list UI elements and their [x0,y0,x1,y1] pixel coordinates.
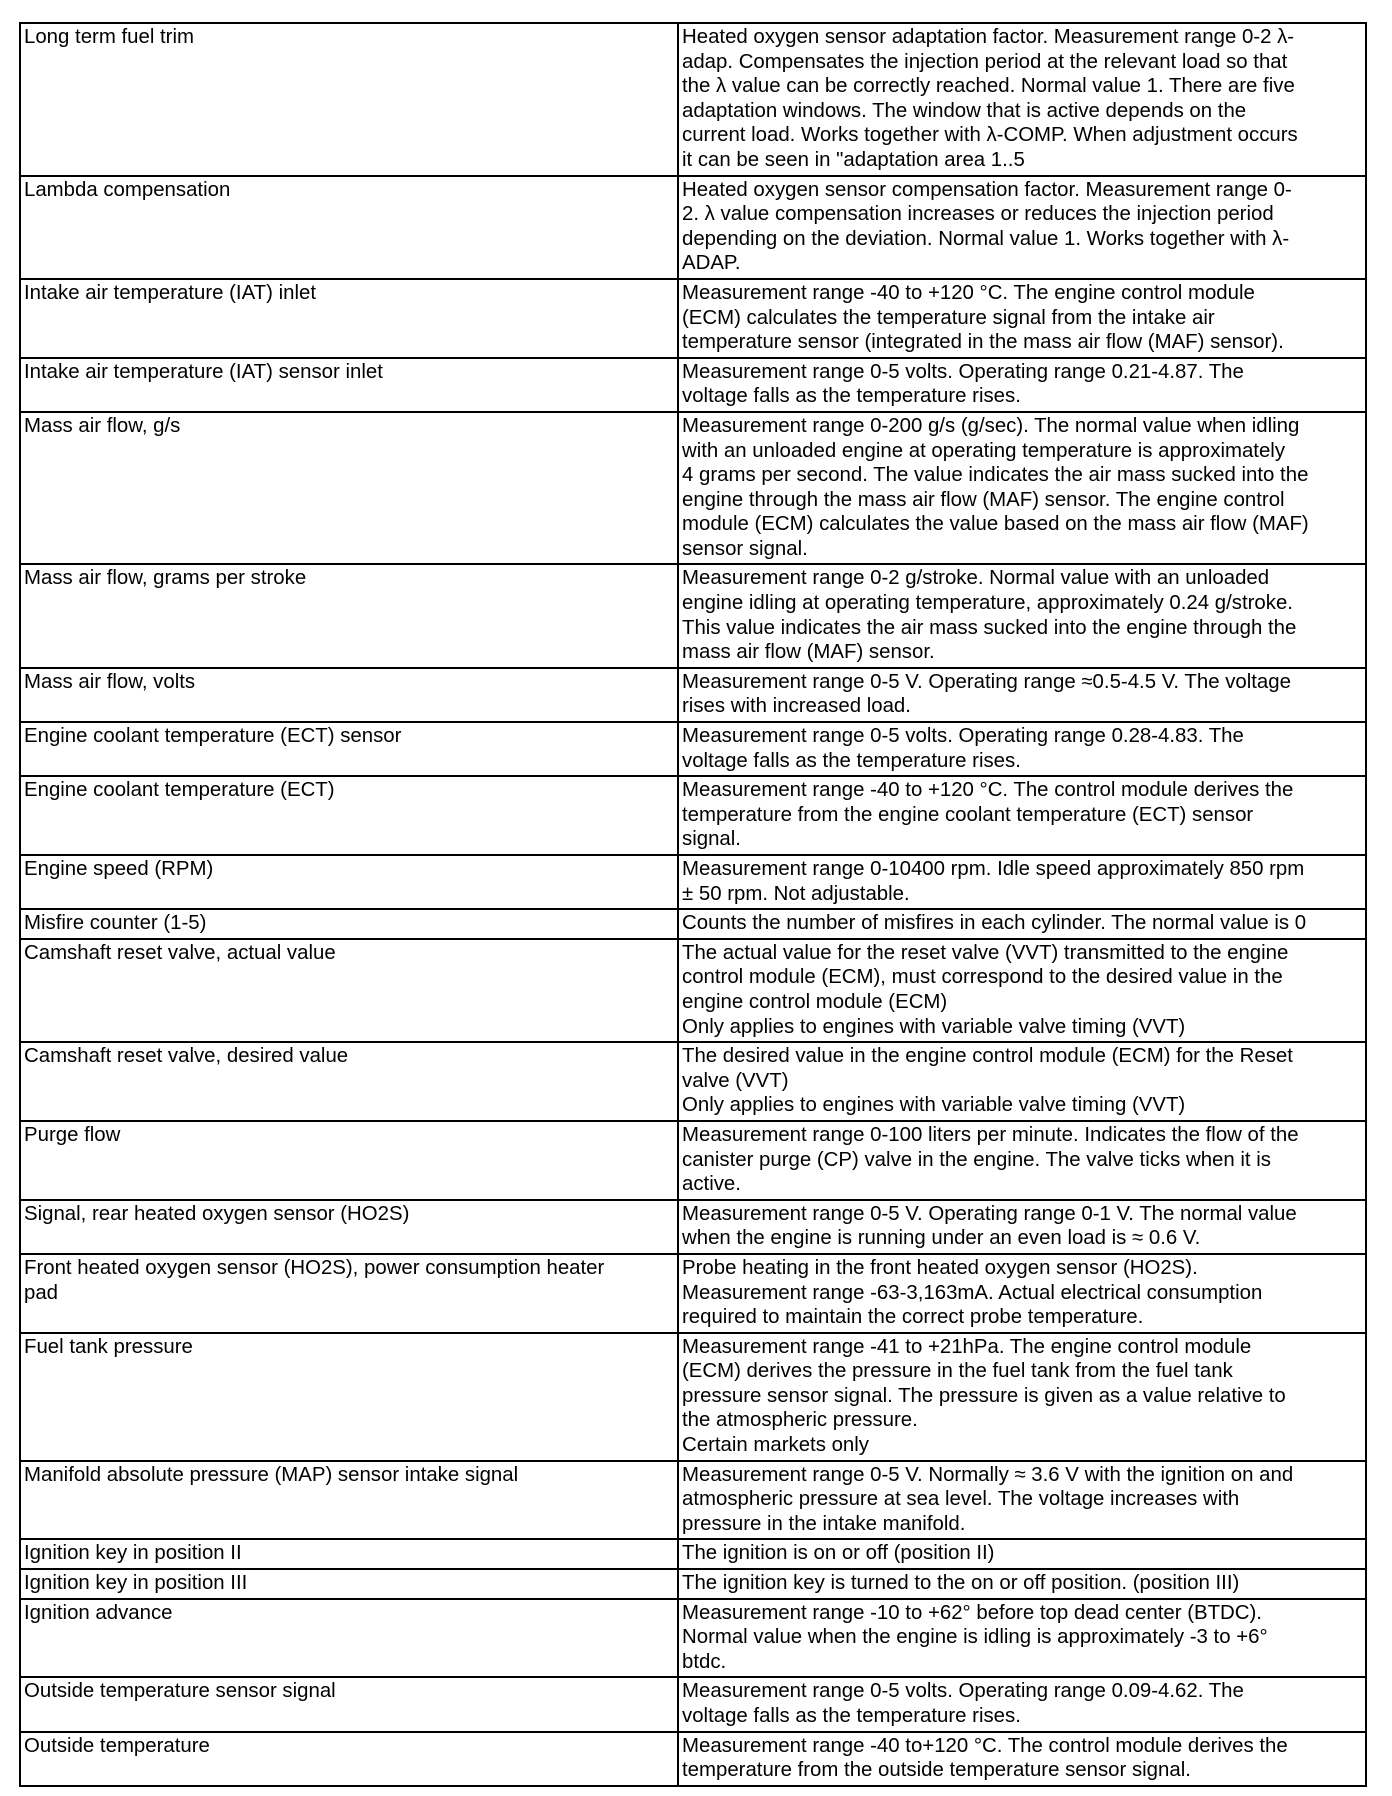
table-row [20,909,1366,939]
table-row [20,1539,1366,1569]
parameter-name: Mass air flow, grams per stroke [20,564,678,667]
parameter-description: Measurement range -10 to +62° before top dead center (BTDC). Normal value when the engine is idling is approximately -3 to +6° btdc. [678,1599,1366,1678]
table-row [20,1200,1366,1254]
parameter-description: Measurement range -40 to +120 °C. The control module derives the temperature from the engine coolant temperature (ECT) sensor signal. [678,776,1366,855]
parameter-name: Mass air flow, g/s [20,412,678,565]
table-row [20,939,1366,1042]
parameter-name: Fuel tank pressure [20,1333,678,1461]
parameter-description: The desired value in the engine control module (ECM) for the Reset valve (VVT) Only applies to engines with variable valve timing (VVT) [678,1042,1366,1121]
parameter-name: Misfire counter (1-5) [20,909,678,939]
parameter-description: Heated oxygen sensor compensation factor. Measurement range 0- 2. λ value compensation increases or reduces the injection period depending on the deviation. Normal value 1. Works together with λ- ADAP. [678,176,1366,279]
parameter-description: The ignition is on or off (position II) [678,1539,1366,1569]
parameter-description: Measurement range 0-5 V. Operating range 0-1 V. The normal value when the engine is running under an even load is ≈ 0.6 V. [678,1200,1366,1254]
parameter-description: Measurement range -41 to +21hPa. The engine control module (ECM) derives the pressure in the fuel tank from the fuel tank pressure sensor signal. The pressure is given as a value relative to the atmospheric pressure. Certain markets only [678,1333,1366,1461]
parameter-name: Camshaft reset valve, actual value [20,939,678,1042]
table-row [20,1042,1366,1121]
parameter-name: Outside temperature [20,1732,678,1786]
table-row [20,1599,1366,1678]
document-page [19,22,1365,1787]
table-row [20,1121,1366,1200]
parameter-name: Signal, rear heated oxygen sensor (HO2S) [20,1200,678,1254]
parameter-name: Ignition key in position II [20,1539,678,1569]
parameter-description: Measurement range 0-5 volts. Operating range 0.28-4.83. The voltage falls as the temperature rises. [678,722,1366,776]
parameter-description: Measurement range 0-100 liters per minute. Indicates the flow of the canister purge (CP) valve in the engine. The valve ticks when it is active. [678,1121,1366,1200]
parameter-name: Front heated oxygen sensor (HO2S), power consumption heater pad [20,1254,678,1333]
table-row [20,722,1366,776]
parameter-description: Measurement range 0-5 volts. Operating range 0.21-4.87. The voltage falls as the temperature rises. [678,358,1366,412]
parameter-description: Measurement range -40 to +120 °C. The engine control module (ECM) calculates the temperature signal from the intake air temperature sensor (integrated in the mass air flow (MAF) sensor). [678,279,1366,358]
table-row [20,1569,1366,1599]
parameter-description: Heated oxygen sensor adaptation factor. Measurement range 0-2 λ- adap. Compensates the injection period at the relevant load so that the λ value can be correctly reached. Normal value 1. There are five adaptation windows. The window that is active depends on the current load. Works together with λ-COMP. When adjustment occurs it can be seen in "adaptation area 1..5 [678,23,1366,176]
table-row [20,279,1366,358]
parameter-description: Measurement range 0-5 volts. Operating range 0.09-4.62. The voltage falls as the temperature rises. [678,1677,1366,1731]
table-row [20,1732,1366,1786]
table-row [20,412,1366,565]
parameter-description: Measurement range 0-5 V. Normally ≈ 3.6 V with the ignition on and atmospheric pressure at sea level. The voltage increases with pressure in the intake manifold. [678,1461,1366,1540]
table-row [20,855,1366,909]
parameter-description: Measurement range 0-5 V. Operating range ≈0.5-4.5 V. The voltage rises with increased load. [678,668,1366,722]
parameter-name: Camshaft reset valve, desired value [20,1042,678,1121]
parameter-name: Purge flow [20,1121,678,1200]
parameter-description: The ignition key is turned to the on or off position. (position III) [678,1569,1366,1599]
parameter-table [19,22,1367,1787]
parameter-description: Counts the number of misfires in each cylinder. The normal value is 0 [678,909,1366,939]
table-row [20,1461,1366,1540]
parameter-description: Measurement range 0-10400 rpm. Idle speed approximately 850 rpm ± 50 rpm. Not adjustable. [678,855,1366,909]
parameter-description: Measurement range 0-200 g/s (g/sec). The normal value when idling with an unloaded engine at operating temperature is approximately 4 grams per second. The value indicates the air mass sucked into the engine through the mass air flow (MAF) sensor. The engine control module (ECM) calculates the value based on the mass air flow (MAF) sensor signal. [678,412,1366,565]
parameter-name: Ignition advance [20,1599,678,1678]
table-row [20,358,1366,412]
parameter-name: Mass air flow, volts [20,668,678,722]
parameter-name: Engine coolant temperature (ECT) [20,776,678,855]
table-row [20,1677,1366,1731]
parameter-description: The actual value for the reset valve (VVT) transmitted to the engine control module (ECM), must correspond to the desired value in the engine control module (ECM) Only applies to engines with variable valve timing (VVT) [678,939,1366,1042]
parameter-name: Outside temperature sensor signal [20,1677,678,1731]
parameter-name: Manifold absolute pressure (MAP) sensor intake signal [20,1461,678,1540]
table-row [20,1254,1366,1333]
parameter-name: Intake air temperature (IAT) inlet [20,279,678,358]
parameter-name: Engine speed (RPM) [20,855,678,909]
parameter-name: Intake air temperature (IAT) sensor inlet [20,358,678,412]
table-row [20,176,1366,279]
table-row [20,776,1366,855]
parameter-name: Long term fuel trim [20,23,678,176]
table-row [20,564,1366,667]
parameter-name: Lambda compensation [20,176,678,279]
parameter-description: Measurement range -40 to+120 °C. The control module derives the temperature from the outside temperature sensor signal. [678,1732,1366,1786]
parameter-name: Engine coolant temperature (ECT) sensor [20,722,678,776]
parameter-name: Ignition key in position III [20,1569,678,1599]
table-row [20,1333,1366,1461]
table-row [20,23,1366,176]
table-row [20,668,1366,722]
parameter-description: Measurement range 0-2 g/stroke. Normal value with an unloaded engine idling at operating temperature, approximately 0.24 g/stroke. This value indicates the air mass sucked into the engine through the mass air flow (MAF) sensor. [678,564,1366,667]
parameter-description: Probe heating in the front heated oxygen sensor (HO2S). Measurement range -63-3,163mA. Actual electrical consumption required to maintain the correct probe temperature. [678,1254,1366,1333]
